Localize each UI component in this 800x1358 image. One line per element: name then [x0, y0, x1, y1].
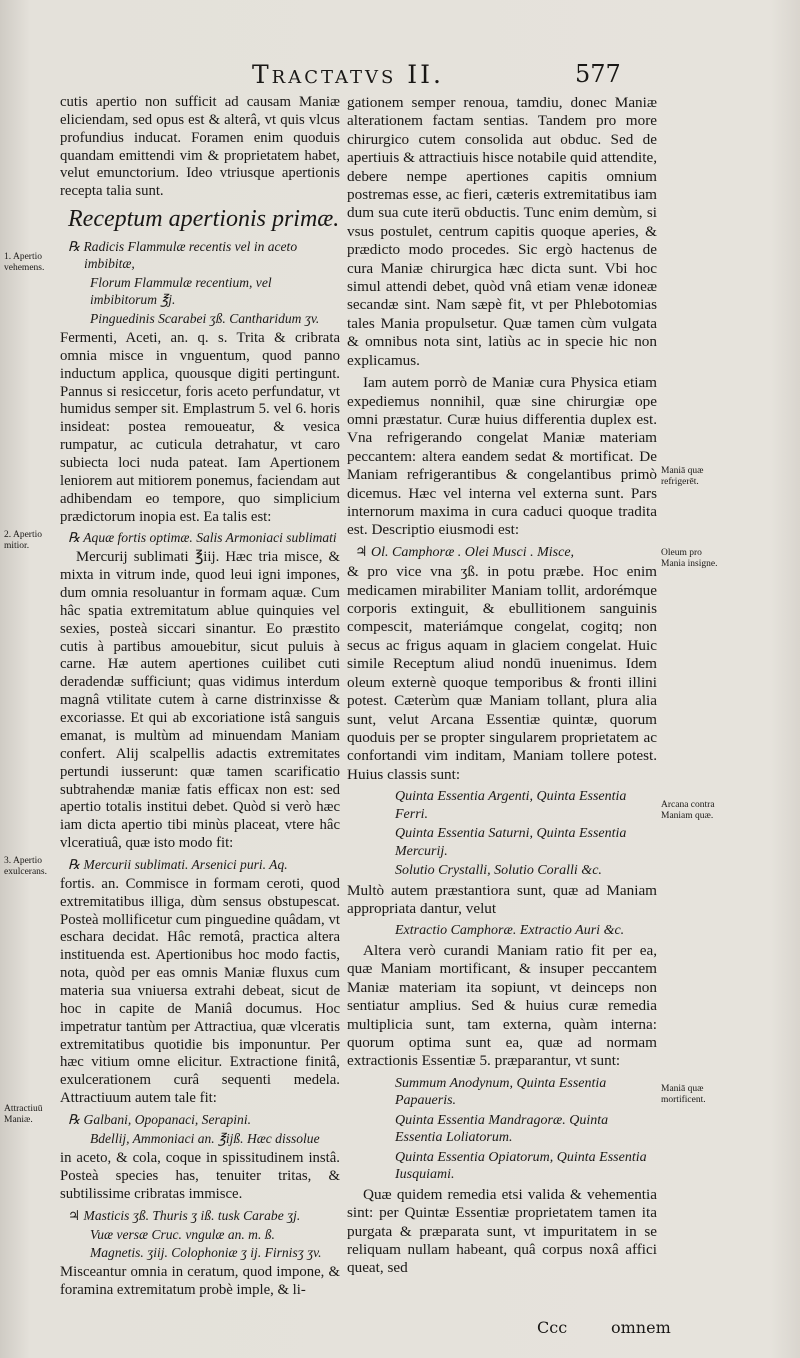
paragraph: Fermenti, Aceti, an. q. s. Trita & cribrata omnia misce in vnguentum, quod panno inductum applica, quousque digiti pertingunt. Pannus si resiccetur, foris aceto perfundatur, vt humidus semper sit. Emplastrum 5. vel 6. horis insideat: postea remoueatur, & vesica rumpatur, ac cuticula detrahatur, vt caro subiecta loci nuda pateat. Iam Apertionem leniorem aut mitiorem ponemus, faciendam aut adhibendam eo tempore, quo simplicium prædictorum inopia est. Ea talis est: [60, 329, 340, 525]
paragraph: Altera verò curandi Maniam ratio fit per ea, quæ Maniam mortificant, & insuper peccantem Maniæ materiam ita sopiunt, vt deinceps non sentiatur amplius. Sed & huius curæ remedia multiplicia sunt, tam externa, quàm interna: quorum optima sunt ea, quæ ad normam extractionis Essentiæ 5. præparantur, vt sunt: [347, 941, 657, 1070]
paragraph: Iam autem porrò de Maniæ cura Physica etiam expediemus nonnihil, quæ sine chirurgiæ ope omni præstatur. Curæ huius differentia duplex est. Vna refrigerando congelat Maniæ materiam peccantem: altera eandem sedat & mortificat. De Maniam refrigerantibus & congelantibus primò dicemus. Hæc vel interna vel externa sunt. Pars internorum maxima in cura caduci quoque tradita est. Descriptio eiusmodi est: [347, 374, 657, 539]
page-number: 577 [575, 60, 621, 88]
margin-note: 3. Apertio exulcerans. [4, 856, 47, 877]
margin-note: Attractiuū Maniæ. [4, 1104, 43, 1125]
paragraph: Misceantur omnia in ceratum, quod impone, & foramina extremitatum probè imple, & li- [60, 1264, 340, 1299]
margin-note: 1. Apertio vehemens. [4, 252, 45, 273]
left-column [60, 94, 340, 1304]
margin-note: Arcana contra Maniam quæ. [661, 800, 715, 821]
page-footer [347, 1318, 671, 1342]
recipe-line: Pinguedinis Scarabei ʒß. Cantharidum ʒv. [90, 310, 320, 326]
section-heading: Receptum apertionis primæ. [68, 206, 340, 233]
list-line: Quinta Essentia Mandragoræ. Quinta Essentia Loliatorum. [395, 1112, 609, 1146]
recipe-line: ℞ Radicis Flammulæ recentis vel in aceto imbibitæ, [68, 239, 298, 272]
paragraph: in aceto, & cola, coque in spissitudinem instâ. Posteà species has, tenuiter tritas, & subtilissime cribratas immisce. [60, 1149, 340, 1202]
list-line: Extractio Camphoræ. Extractio Auri &c. [395, 923, 625, 939]
margin-note: 2. Apertio mitior. [4, 530, 42, 551]
list-line: Quinta Essentia Argenti, Quinta Essentia Ferri. [395, 789, 627, 822]
recipe-line: ℞ Mercurii sublimati. Arsenici puri. Aq. [68, 856, 288, 872]
recipe-line: ♃ Masticis ʒß. Thuris ʒ iß. tusk Carabe ʒj. [68, 1207, 301, 1223]
paragraph: cutis apertio non sufficit ad causam Maniæ eliciendam, sed opus est & alterâ, vt quis vlcus profundius inducat. Foramen enim quoduis quandam emittendi vim & proprietatem habet, velut emunctorium. Ideo vtriusque apertionis recepta talia sunt. [60, 94, 340, 200]
signature-mark: Ccc [537, 1318, 568, 1337]
list-line: Quinta Essentia Saturni, Quinta Essentia Mercurij. [395, 826, 627, 859]
right-column [347, 94, 657, 1282]
recipe-line: ℞ Galbani, Opopanaci, Serapini. [68, 1112, 251, 1128]
catchword: omnem [611, 1318, 671, 1337]
paragraph: fortis. an. Commisce in formam ceroti, quod extremitatibus illiga, dùm sensus obstupescat. Posteà mollificetur cum pinguedine quâdam, vt eschara decidat. Hâc remotâ, practica altera instituenda est. Apertionibus hoc modo factis, nota, quòd per eas omnis Maniæ fluxus cum materia sua vniuersa extrahi debeat, sicut de hoc in capite de Maniâ documus. Hoc impetratur tantùm per Attractiua, quæ vlceratis extremitatibus quotidie bis imponuntur. Per hæc vitium omne elicitur. Extractione finitâ, exulcerationem curâ sequenti medela. Attractiuum autem tale fit: [60, 875, 340, 1107]
list-line: Summum Anodynum, Quinta Essentia Papaueris. [395, 1075, 607, 1109]
margin-note: Maniā quæ mortificent. [661, 1084, 706, 1105]
list-line: Quinta Essentia Opiatorum, Quinta Essentia Iusquiami. [395, 1149, 647, 1183]
recipe-line: Bdellij, Ammoniaci an. ℥ijß. Hæc dissolue [90, 1131, 320, 1147]
paragraph: gationem semper renoua, tamdiu, donec Maniæ alterationem factam sentias. Tandem pro more chirurgico cutem consolida aut obduc. Sed de apertiuis & attractiuis hisce notabile quid attendite, debere nempe apertiones capitis omnium postremas esse, ac fieri, cæteris extremitatibus iam dum sua cute iterū obductis. Tunc enim demùm, si vsus postulet, centrum capitis quoque aperies, & prædicto modo procedes. Sic ergò hactenus de cura Maniæ chirurgica hæc dicta sunt. Vbi hoc simul attendi debet, quòd vnâ etiam venæ idoneæ secandæ sint. Nam sæpè fit, vt per Phlebotomias tales Mania propulsetur. Quæ tamen cùm vulgata & omnibus nota sint, latiùs ac in specie hic non explicamus. [347, 94, 657, 369]
recipe-line: Magnetis. ʒiij. Colophoniæ ʒ ij. Firnisʒ ʒv. [90, 1245, 322, 1261]
margin-note: Oleum pro Mania insigne. [661, 548, 718, 569]
list-line: Solutio Crystalli, Solutio Coralli &c. [395, 863, 602, 879]
running-title: Tractatvs II. [251, 60, 444, 89]
recipe-line: ℞ Aquæ fortis optimæ. Salis Armoniaci sublimati [68, 530, 337, 546]
paragraph: Multò autem præstantiora sunt, quæ ad Maniam appropriata dantur, velut [347, 881, 657, 918]
recipe-line: ♃ Ol. Camphoræ . Olei Musci . Misce, [355, 544, 575, 560]
recipe-line: Vuæ versæ Cruc. vngulæ an. m. ß. [90, 1226, 275, 1242]
recipe-line: Florum Flammulæ recentium, vel imbibitorum ℥j. [90, 275, 272, 308]
paragraph: Quæ quidem remedia etsi valida & vehementia sint: per Quintæ Essentiæ proprietatem tamen ita purgata & præparata sunt, vt impuritatem in se reliquam nullam habeant, quâ corpus noxâ affici queat, sed [347, 1185, 657, 1277]
paragraph: Mercurij sublimati ℥iij. Hæc tria misce, & mixta in vitrum inde, quod leui igni impones, dum omnia resoluantur in formam aquæ. Cum hâc spatia extremitatum ablue quinquies vel sexies, posteà siccari sinantur. Eo præstito cutis à partibus amouebitur, sicut puluis à carne. Hæ autem apertiones cuilibet cuti deradendæ sufficiunt; quas vidimus interdum magnâ vtilitate cutem à carne distrinxisse & excoriasse. Et qui ab excoriatione istâ sanguis emanat, is multùm ad minuendam Maniam confert. Alij scalpellis adactis extremitates pertundi iusserunt: quæ tamen scarificatio subtrahendæ maniæ fatis efficax non est: sed apertio totalis institui debet. Quòd si verò hæc iam dicta apertio tibi minùs placeat, vtere hâc vlceratiuâ, quæ isto modo fit: [60, 549, 340, 852]
paragraph: & pro vice vna ʒß. in potu præbe. Hoc enim medicamen mirabiliter Maniam tollit, ardorémque corporis extinguit, & ebullitionem sanguinis compescit, materiámque congelat, cogitq; non secus ac frigus aquam in glaciem congelat. Huic simile Receptum aliud nondū inuenimus. Idem oleum externè quoque temporibus & fronti illini potest. Cæterùm quæ Maniam tollant, plura alia sunt, velut Arcana Essentiæ quintæ, quorum quoduis per se propter singularem proprietatem ac confortandi vim inditam, Maniam tollere potest. Huius classis sunt: [347, 563, 657, 783]
margin-note: Maniā quæ refrigerēt. [661, 466, 704, 487]
